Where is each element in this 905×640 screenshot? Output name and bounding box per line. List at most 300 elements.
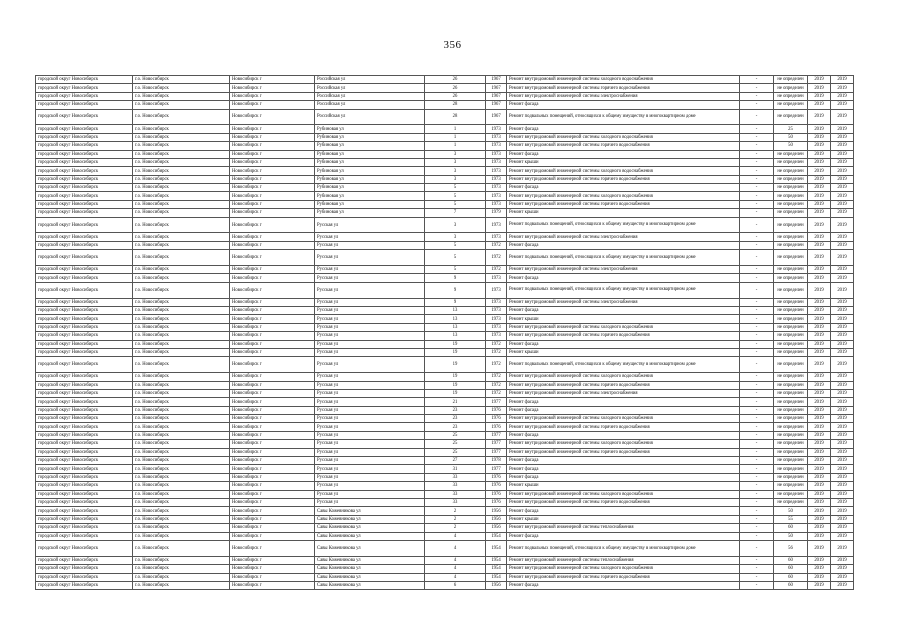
year-built-cell: 1967 [486, 76, 507, 84]
house-cell: 5 [425, 184, 486, 192]
cost-cell: не определен [774, 440, 808, 448]
year-built-cell: 1967 [486, 84, 507, 92]
plan-year-start-cell: 2019 [808, 298, 831, 306]
plan-year-end-cell: 2019 [831, 499, 854, 507]
cost-cell: не определен [774, 274, 808, 282]
work-type-cell: Ремонт внутридомовой инженерной системы электроснабжения [507, 266, 740, 274]
house-cell: 26 [425, 76, 486, 84]
plan-year-end-cell: 2019 [831, 565, 854, 573]
district-cell: г.о. Новосибирск [133, 581, 230, 589]
cost-cell: 55 [774, 515, 808, 523]
municipality-cell: городской округ Новосибирск [36, 209, 133, 217]
city-cell: Новосибирск г [230, 499, 315, 507]
city-cell: Новосибирск г [230, 373, 315, 381]
plan-year-start-cell: 2019 [808, 274, 831, 282]
house-cell: 7 [425, 209, 486, 217]
dash-cell: - [740, 431, 774, 439]
table-row [36, 465, 854, 473]
street-cell: Русская ул [315, 440, 425, 448]
cost-cell: не определен [774, 348, 808, 356]
municipality-cell: городской округ Новосибирск [36, 217, 133, 233]
work-type-cell: Ремонт внутридомовой инженерной системы горячего водоснабжения [507, 200, 740, 208]
dash-cell: - [740, 440, 774, 448]
work-type-cell: Ремонт крыши [507, 482, 740, 490]
house-cell: 3 [425, 233, 486, 241]
house-cell: 13 [425, 315, 486, 323]
cost-cell: 60 [774, 573, 808, 581]
plan-year-start-cell: 2019 [808, 101, 831, 109]
street-cell: Русская ул [315, 348, 425, 356]
cost-cell: не определен [774, 315, 808, 323]
district-cell: г.о. Новосибирск [133, 556, 230, 564]
city-cell: Новосибирск г [230, 315, 315, 323]
plan-year-end-cell: 2019 [831, 209, 854, 217]
work-type-cell: Ремонт внутридомовой инженерной системы горячего водоснабжения [507, 573, 740, 581]
city-cell: Новосибирск г [230, 192, 315, 200]
street-cell: Русская ул [315, 457, 425, 465]
house-cell: 1 [425, 125, 486, 133]
dash-cell: - [740, 398, 774, 406]
municipality-cell: городской округ Новосибирск [36, 241, 133, 249]
plan-year-end-cell: 2019 [831, 76, 854, 84]
cost-cell: не определен [774, 473, 808, 481]
street-cell: Русская ул [315, 217, 425, 233]
plan-year-end-cell: 2019 [831, 125, 854, 133]
district-cell: г.о. Новосибирск [133, 381, 230, 389]
table-row [36, 490, 854, 498]
dash-cell: - [740, 373, 774, 381]
table-row [36, 373, 854, 381]
house-cell: 3 [425, 158, 486, 166]
year-built-cell: 1976 [486, 482, 507, 490]
municipality-cell: городской округ Новосибирск [36, 415, 133, 423]
plan-year-start-cell: 2019 [808, 133, 831, 141]
dash-cell: - [740, 200, 774, 208]
dash-cell: - [740, 448, 774, 456]
street-cell: Рубиновая ул [315, 192, 425, 200]
city-cell: Новосибирск г [230, 92, 315, 100]
street-cell: Русская ул [315, 448, 425, 456]
plan-year-start-cell: 2019 [808, 266, 831, 274]
plan-year-end-cell: 2019 [831, 482, 854, 490]
street-cell: Савы Кожевникова ул [315, 515, 425, 523]
plan-year-end-cell: 2019 [831, 507, 854, 515]
cost-cell: не определен [774, 282, 808, 298]
plan-year-end-cell: 2019 [831, 532, 854, 540]
plan-year-start-cell: 2019 [808, 524, 831, 532]
municipality-cell: городской округ Новосибирск [36, 473, 133, 481]
municipality-cell: городской округ Новосибирск [36, 499, 133, 507]
plan-year-start-cell: 2019 [808, 282, 831, 298]
cost-cell: не определен [774, 250, 808, 266]
street-cell: Рубиновая ул [315, 209, 425, 217]
city-cell: Новосибирск г [230, 217, 315, 233]
dash-cell: - [740, 192, 774, 200]
district-cell: г.о. Новосибирск [133, 323, 230, 331]
year-built-cell: 1972 [486, 340, 507, 348]
municipality-cell: городской округ Новосибирск [36, 340, 133, 348]
table-row [36, 473, 854, 481]
dash-cell: - [740, 282, 774, 298]
house-cell: 19 [425, 389, 486, 397]
plan-year-start-cell: 2019 [808, 142, 831, 150]
municipality-cell: городской округ Новосибирск [36, 92, 133, 100]
dash-cell: - [740, 332, 774, 340]
year-built-cell: 1972 [486, 348, 507, 356]
plan-year-end-cell: 2019 [831, 217, 854, 233]
table-row [36, 133, 854, 141]
plan-year-start-cell: 2019 [808, 457, 831, 465]
plan-year-start-cell: 2019 [808, 482, 831, 490]
year-built-cell: 1973 [486, 323, 507, 331]
plan-year-end-cell: 2019 [831, 158, 854, 166]
cost-cell: 60 [774, 524, 808, 532]
cost-cell: не определен [774, 298, 808, 306]
street-cell: Русская ул [315, 298, 425, 306]
street-cell: Русская ул [315, 415, 425, 423]
street-cell: Российская ул [315, 84, 425, 92]
street-cell: Рубиновая ул [315, 150, 425, 158]
work-type-cell: Ремонт внутридомовой инженерной системы холодного водоснабжения [507, 565, 740, 573]
work-type-cell: Ремонт крыши [507, 515, 740, 523]
year-built-cell: 1978 [486, 457, 507, 465]
cost-cell: 60 [774, 565, 808, 573]
dash-cell: - [740, 381, 774, 389]
municipality-cell: городской округ Новосибирск [36, 332, 133, 340]
table-row [36, 440, 854, 448]
cost-cell: не определен [774, 381, 808, 389]
house-cell: 4 [425, 565, 486, 573]
cost-cell: не определен [774, 209, 808, 217]
table-row [36, 184, 854, 192]
municipality-cell: городской округ Новосибирск [36, 101, 133, 109]
year-built-cell: 1973 [486, 307, 507, 315]
year-built-cell: 1977 [486, 448, 507, 456]
house-cell: 13 [425, 307, 486, 315]
work-type-cell: Ремонт подвальных помещений, относящихся к общему имуществу в многоквартирном доме [507, 109, 740, 125]
plan-year-start-cell: 2019 [808, 490, 831, 498]
municipality-cell: городской округ Новосибирск [36, 266, 133, 274]
street-cell: Рубиновая ул [315, 133, 425, 141]
house-cell: 3 [425, 150, 486, 158]
page-number: 356 [443, 39, 462, 51]
city-cell: Новосибирск г [230, 532, 315, 540]
dash-cell: - [740, 423, 774, 431]
house-cell: 19 [425, 381, 486, 389]
year-built-cell: 1956 [486, 524, 507, 532]
municipality-cell: городской округ Новосибирск [36, 490, 133, 498]
plan-year-start-cell: 2019 [808, 348, 831, 356]
plan-year-start-cell: 2019 [808, 184, 831, 192]
work-type-cell: Ремонт фасада [507, 184, 740, 192]
dash-cell: - [740, 532, 774, 540]
plan-year-end-cell: 2019 [831, 307, 854, 315]
district-cell: г.о. Новосибирск [133, 507, 230, 515]
table-row [36, 142, 854, 150]
municipality-cell: городской округ Новосибирск [36, 125, 133, 133]
year-built-cell: 1954 [486, 540, 507, 556]
work-type-cell: Ремонт внутридомовой инженерной системы холодного водоснабжения [507, 192, 740, 200]
table-row [36, 415, 854, 423]
plan-year-end-cell: 2019 [831, 340, 854, 348]
street-cell: Русская ул [315, 266, 425, 274]
year-built-cell: 1976 [486, 499, 507, 507]
cost-cell: не определен [774, 150, 808, 158]
plan-year-start-cell: 2019 [808, 192, 831, 200]
work-type-cell: Ремонт внутридомовой инженерной системы теплоснабжения [507, 524, 740, 532]
plan-year-start-cell: 2019 [808, 150, 831, 158]
year-built-cell: 1972 [486, 389, 507, 397]
work-type-cell: Ремонт внутридомовой инженерной системы горячего водоснабжения [507, 332, 740, 340]
work-type-cell: Ремонт фасада [507, 241, 740, 249]
year-built-cell: 1972 [486, 357, 507, 373]
plan-year-start-cell: 2019 [808, 499, 831, 507]
cost-cell: 60 [774, 581, 808, 589]
city-cell: Новосибирск г [230, 125, 315, 133]
house-cell: 23 [425, 423, 486, 431]
district-cell: г.о. Новосибирск [133, 175, 230, 183]
house-cell: 26 [425, 84, 486, 92]
dash-cell: - [740, 217, 774, 233]
dash-cell: - [740, 357, 774, 373]
cost-cell: не определен [774, 457, 808, 465]
year-built-cell: 1972 [486, 250, 507, 266]
plan-year-end-cell: 2019 [831, 175, 854, 183]
dash-cell: - [740, 109, 774, 125]
plan-year-end-cell: 2019 [831, 524, 854, 532]
dash-cell: - [740, 524, 774, 532]
plan-year-start-cell: 2019 [808, 84, 831, 92]
municipality-cell: городской округ Новосибирск [36, 423, 133, 431]
street-cell: Рубиновая ул [315, 175, 425, 183]
city-cell: Новосибирск г [230, 573, 315, 581]
city-cell: Новосибирск г [230, 150, 315, 158]
municipality-cell: городской округ Новосибирск [36, 192, 133, 200]
dash-cell: - [740, 101, 774, 109]
table-row [36, 540, 854, 556]
plan-year-start-cell: 2019 [808, 209, 831, 217]
dash-cell: - [740, 465, 774, 473]
district-cell: г.о. Новосибирск [133, 192, 230, 200]
street-cell: Русская ул [315, 274, 425, 282]
street-cell: Русская ул [315, 323, 425, 331]
work-type-cell: Ремонт подвальных помещений, относящихся к общему имуществу в многоквартирном доме [507, 357, 740, 373]
plan-year-start-cell: 2019 [808, 398, 831, 406]
district-cell: г.о. Новосибирск [133, 573, 230, 581]
plan-year-end-cell: 2019 [831, 142, 854, 150]
work-type-cell: Ремонт внутридомовой инженерной системы электроснабжения [507, 92, 740, 100]
city-cell: Новосибирск г [230, 142, 315, 150]
year-built-cell: 1972 [486, 373, 507, 381]
dash-cell: - [740, 323, 774, 331]
dash-cell: - [740, 158, 774, 166]
table-row [36, 431, 854, 439]
cost-cell: не определен [774, 499, 808, 507]
house-cell: 2 [425, 515, 486, 523]
dash-cell: - [740, 233, 774, 241]
plan-year-start-cell: 2019 [808, 241, 831, 249]
work-type-cell: Ремонт внутридомовой инженерной системы холодного водоснабжения [507, 76, 740, 84]
street-cell: Русская ул [315, 381, 425, 389]
work-type-cell: Ремонт фасада [507, 431, 740, 439]
table-row [36, 340, 854, 348]
street-cell: Рубиновая ул [315, 158, 425, 166]
municipality-cell: городской округ Новосибирск [36, 307, 133, 315]
plan-year-end-cell: 2019 [831, 457, 854, 465]
street-cell: Русская ул [315, 423, 425, 431]
year-built-cell: 1956 [486, 515, 507, 523]
plan-year-end-cell: 2019 [831, 101, 854, 109]
dash-cell: - [740, 540, 774, 556]
municipality-cell: городской округ Новосибирск [36, 373, 133, 381]
plan-year-start-cell: 2019 [808, 76, 831, 84]
work-type-cell: Ремонт фасада [507, 532, 740, 540]
city-cell: Новосибирск г [230, 398, 315, 406]
table-row [36, 357, 854, 373]
plan-year-end-cell: 2019 [831, 381, 854, 389]
plan-year-start-cell: 2019 [808, 581, 831, 589]
house-cell: 3 [425, 167, 486, 175]
street-cell: Русская ул [315, 490, 425, 498]
cost-cell: 60 [774, 556, 808, 564]
dash-cell: - [740, 573, 774, 581]
cost-cell: не определен [774, 84, 808, 92]
cost-cell: 50 [774, 507, 808, 515]
city-cell: Новосибирск г [230, 415, 315, 423]
house-cell: 19 [425, 340, 486, 348]
plan-year-end-cell: 2019 [831, 515, 854, 523]
city-cell: Новосибирск г [230, 482, 315, 490]
work-type-cell: Ремонт фасада [507, 581, 740, 589]
cost-cell: не определен [774, 109, 808, 125]
work-type-cell: Ремонт внутридомовой инженерной системы холодного водоснабжения [507, 323, 740, 331]
year-built-cell: 1973 [486, 142, 507, 150]
cost-cell: 25 [774, 125, 808, 133]
plan-year-end-cell: 2019 [831, 348, 854, 356]
cost-cell: не определен [774, 357, 808, 373]
plan-year-end-cell: 2019 [831, 332, 854, 340]
district-cell: г.о. Новосибирск [133, 340, 230, 348]
municipality-cell: городской округ Новосибирск [36, 556, 133, 564]
table-row [36, 217, 854, 233]
municipality-cell: городской округ Новосибирск [36, 448, 133, 456]
work-type-cell: Ремонт фасада [507, 340, 740, 348]
city-cell: Новосибирск г [230, 233, 315, 241]
dash-cell: - [740, 415, 774, 423]
house-cell: 33 [425, 473, 486, 481]
work-type-cell: Ремонт фасада [507, 307, 740, 315]
year-built-cell: 1977 [486, 440, 507, 448]
plan-year-end-cell: 2019 [831, 241, 854, 249]
municipality-cell: городской округ Новосибирск [36, 532, 133, 540]
street-cell: Русская ул [315, 357, 425, 373]
dash-cell: - [740, 565, 774, 573]
municipality-cell: городской округ Новосибирск [36, 167, 133, 175]
city-cell: Новосибирск г [230, 209, 315, 217]
year-built-cell: 1972 [486, 381, 507, 389]
city-cell: Новосибирск г [230, 241, 315, 249]
house-cell: 5 [425, 266, 486, 274]
work-type-cell: Ремонт крыши [507, 348, 740, 356]
street-cell: Русская ул [315, 389, 425, 397]
municipality-cell: городской округ Новосибирск [36, 507, 133, 515]
table-row [36, 84, 854, 92]
plan-year-end-cell: 2019 [831, 357, 854, 373]
dash-cell: - [740, 315, 774, 323]
plan-year-end-cell: 2019 [831, 192, 854, 200]
dash-cell: - [740, 76, 774, 84]
street-cell: Рубиновая ул [315, 125, 425, 133]
plan-year-start-cell: 2019 [808, 540, 831, 556]
house-cell: 3 [425, 217, 486, 233]
plan-year-start-cell: 2019 [808, 323, 831, 331]
table-row [36, 348, 854, 356]
table-row [36, 158, 854, 166]
city-cell: Новосибирск г [230, 581, 315, 589]
table-row [36, 381, 854, 389]
city-cell: Новосибирск г [230, 473, 315, 481]
table-row [36, 315, 854, 323]
house-cell: 4 [425, 556, 486, 564]
street-cell: Савы Кожевникова ул [315, 573, 425, 581]
municipality-cell: городской округ Новосибирск [36, 158, 133, 166]
cost-cell: не определен [774, 184, 808, 192]
city-cell: Новосибирск г [230, 457, 315, 465]
year-built-cell: 1973 [486, 175, 507, 183]
street-cell: Российская ул [315, 92, 425, 100]
year-built-cell: 1976 [486, 406, 507, 414]
work-type-cell: Ремонт внутридомовой инженерной системы холодного водоснабжения [507, 415, 740, 423]
cost-cell: не определен [774, 490, 808, 498]
municipality-cell: городской округ Новосибирск [36, 398, 133, 406]
municipality-cell: городской округ Новосибирск [36, 348, 133, 356]
plan-year-end-cell: 2019 [831, 423, 854, 431]
table-row [36, 175, 854, 183]
municipality-cell: городской округ Новосибирск [36, 184, 133, 192]
city-cell: Новосибирск г [230, 266, 315, 274]
street-cell: Рубиновая ул [315, 184, 425, 192]
dash-cell: - [740, 556, 774, 564]
dash-cell: - [740, 298, 774, 306]
table-row [36, 150, 854, 158]
year-built-cell: 1956 [486, 581, 507, 589]
plan-year-end-cell: 2019 [831, 315, 854, 323]
plan-year-end-cell: 2019 [831, 490, 854, 498]
dash-cell: - [740, 92, 774, 100]
plan-year-end-cell: 2019 [831, 323, 854, 331]
work-type-cell: Ремонт внутридомовой инженерной системы холодного водоснабжения [507, 373, 740, 381]
city-cell: Новосибирск г [230, 200, 315, 208]
table-row [36, 200, 854, 208]
year-built-cell: 1973 [486, 282, 507, 298]
dash-cell: - [740, 340, 774, 348]
city-cell: Новосибирск г [230, 540, 315, 556]
city-cell: Новосибирск г [230, 323, 315, 331]
work-type-cell: Ремонт фасада [507, 473, 740, 481]
table-row [36, 167, 854, 175]
district-cell: г.о. Новосибирск [133, 398, 230, 406]
city-cell: Новосибирск г [230, 507, 315, 515]
work-type-cell: Ремонт внутридомовой инженерной системы горячего водоснабжения [507, 175, 740, 183]
year-built-cell: 1973 [486, 150, 507, 158]
city-cell: Новосибирск г [230, 348, 315, 356]
house-cell: 33 [425, 490, 486, 498]
street-cell: Савы Кожевникова ул [315, 532, 425, 540]
municipality-cell: городской округ Новосибирск [36, 357, 133, 373]
house-cell: 1 [425, 133, 486, 141]
table-body [36, 76, 854, 590]
house-cell: 31 [425, 465, 486, 473]
